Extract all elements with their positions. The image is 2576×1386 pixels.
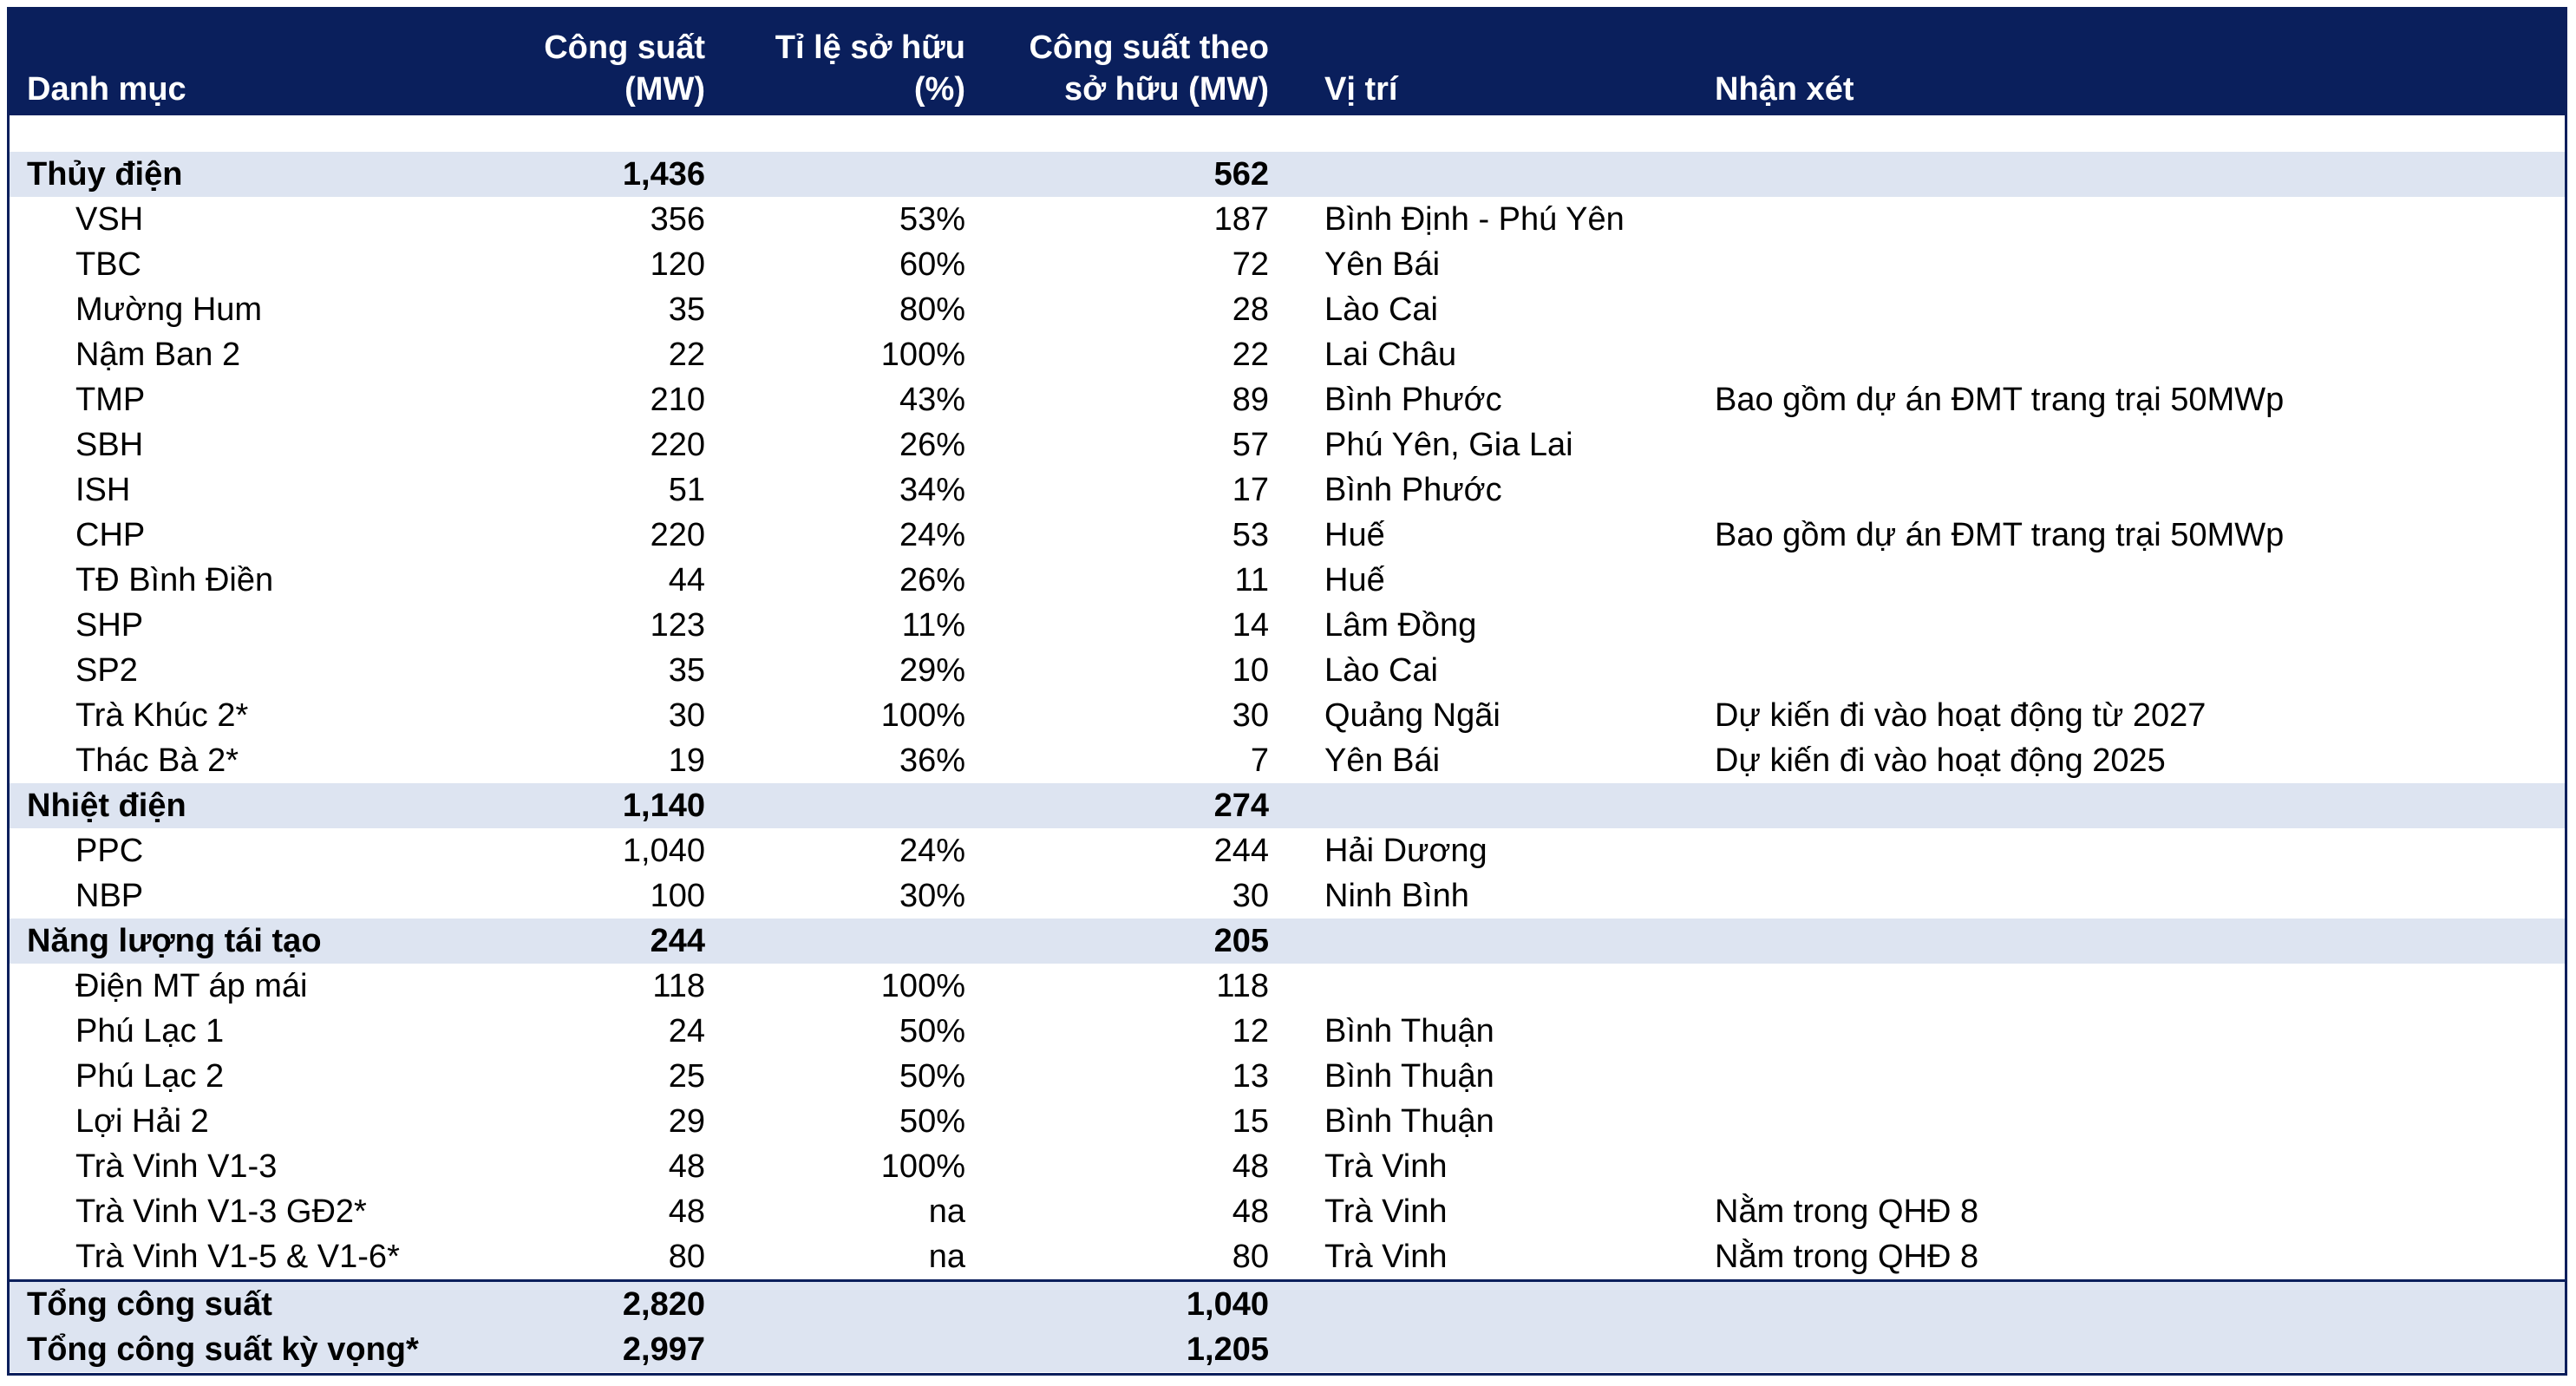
cell-cong-suat-theo-so-huu: 48 (1232, 1148, 1269, 1185)
table-header (10, 10, 2565, 115)
cell-danh-muc: ISH (75, 472, 131, 508)
table-row (10, 1234, 2565, 1281)
table-row (10, 422, 2565, 467)
cell-cong-suat-theo-so-huu: 11 (1234, 562, 1269, 598)
cell-cong-suat-theo-so-huu: 14 (1232, 607, 1269, 644)
category-row (10, 152, 2565, 197)
cell-cong-suat-theo-so-huu: 89 (1232, 382, 1269, 418)
cell-nhan-xet: Dự kiến đi vào hoạt động từ 2027 (1715, 697, 2207, 734)
cell-nhan-xet (1694, 467, 2565, 513)
cell-danh-muc: Thủy điện (10, 152, 495, 197)
cell-vi-tri: Trà Vinh (1324, 1148, 1448, 1185)
cell-cong-suat-theo-so-huu: 72 (1232, 246, 1269, 283)
cell-ti-le-so-huu: 30% (899, 878, 965, 914)
cell-cong-suat-theo-so-huu: 17 (1232, 472, 1269, 508)
cell-nhan-xet (1694, 1327, 2565, 1372)
header-danh-muc: Danh mục (10, 10, 495, 115)
cell-cong-suat: 1,436 (495, 152, 722, 197)
cell-cong-suat-theo-so-huu: 205 (983, 919, 1286, 964)
header-vi-tri: Vị trí (1286, 10, 1694, 115)
cell-ti-le-so-huu: na (928, 1239, 965, 1275)
cell-vi-tri: Lai Châu (1324, 337, 1457, 373)
cell-cong-suat: 120 (650, 246, 705, 283)
cell-nhan-xet (1694, 558, 2565, 603)
cell-vi-tri: Hải Dương (1324, 833, 1487, 869)
cell-nhan-xet (1694, 783, 2565, 828)
cell-vi-tri: Huế (1324, 517, 1385, 553)
cell-vi-tri (1286, 783, 1694, 828)
cell-nhan-xet (1694, 828, 2565, 873)
cell-cong-suat: 19 (668, 742, 705, 779)
cell-ti-le-so-huu: 24% (899, 517, 965, 553)
cell-cong-suat: 123 (650, 607, 705, 644)
cell-cong-suat: 210 (650, 382, 705, 418)
cell-nhan-xet (1694, 873, 2565, 919)
cell-cong-suat-theo-so-huu: 80 (1232, 1239, 1269, 1275)
cell-vi-tri (1286, 1327, 1694, 1372)
cell-ti-le-so-huu: 100% (880, 337, 965, 373)
cell-cong-suat: 244 (495, 919, 722, 964)
table-row (10, 828, 2565, 873)
cell-danh-muc: SHP (75, 607, 144, 644)
cell-ti-le-so-huu: 100% (880, 968, 965, 1004)
cell-cong-suat: 356 (650, 201, 705, 238)
cell-cong-suat-theo-so-huu: 53 (1232, 517, 1269, 553)
cell-ti-le-so-huu (722, 152, 983, 197)
capacity-table-frame (7, 7, 2567, 1376)
cell-nhan-xet (1694, 287, 2565, 332)
cell-vi-tri: Bình Thuận (1324, 1058, 1494, 1095)
cell-vi-tri (1286, 964, 1694, 1009)
cell-ti-le-so-huu: 11% (901, 607, 965, 644)
cell-danh-muc: Nậm Ban 2 (75, 337, 241, 373)
cell-danh-muc: TBC (75, 246, 141, 283)
header-cong-suat: Công suất (MW) (495, 10, 722, 115)
cell-nhan-xet: Dự kiến đi vào hoạt động 2025 (1715, 742, 2166, 779)
cell-nhan-xet (1694, 1099, 2565, 1144)
cell-ti-le-so-huu: 43% (899, 382, 965, 418)
table-row (10, 467, 2565, 513)
cell-danh-muc: Phú Lạc 2 (75, 1058, 225, 1095)
table-row (10, 197, 2565, 242)
cell-cong-suat-theo-so-huu: 15 (1232, 1103, 1269, 1140)
cell-cong-suat: 51 (668, 472, 705, 508)
cell-cong-suat-theo-so-huu: 1,040 (983, 1281, 1286, 1328)
cell-danh-muc: Tổng công suất kỳ vọng* (10, 1327, 495, 1372)
table-row (10, 1009, 2565, 1054)
cell-vi-tri: Bình Thuận (1324, 1103, 1494, 1140)
cell-cong-suat-theo-so-huu: 30 (1232, 878, 1269, 914)
cell-nhan-xet: Nằm trong QHĐ 8 (1715, 1239, 1979, 1275)
cell-cong-suat: 80 (668, 1239, 705, 1275)
cell-vi-tri: Trà Vinh (1324, 1239, 1448, 1275)
cell-vi-tri: Ninh Bình (1324, 878, 1469, 914)
total-row (10, 1281, 2565, 1328)
cell-cong-suat: 118 (652, 968, 705, 1004)
cell-vi-tri: Bình Phước (1324, 382, 1502, 418)
cell-ti-le-so-huu: 26% (899, 562, 965, 598)
cell-nhan-xet: Bao gồm dự án ĐMT trang trại 50MWp (1715, 517, 2285, 553)
cell-nhan-xet (1694, 422, 2565, 467)
table-row (10, 287, 2565, 332)
table-row (10, 1099, 2565, 1144)
cell-vi-tri: Lâm Đồng (1324, 607, 1477, 644)
cell-ti-le-so-huu (722, 1327, 983, 1372)
table-row (10, 648, 2565, 693)
cell-cong-suat-theo-so-huu: 244 (1213, 833, 1269, 869)
cell-ti-le-so-huu: 24% (899, 833, 965, 869)
cell-cong-suat-theo-so-huu: 22 (1232, 337, 1269, 373)
cell-danh-muc: PPC (75, 833, 144, 869)
cell-vi-tri: Bình Phước (1324, 472, 1502, 508)
cell-nhan-xet (1694, 919, 2565, 964)
spacer-row (10, 115, 2565, 152)
cell-cong-suat-theo-so-huu: 274 (983, 783, 1286, 828)
cell-danh-muc: SP2 (75, 652, 138, 689)
cell-nhan-xet (1694, 1054, 2565, 1099)
category-row (10, 783, 2565, 828)
cell-cong-suat: 220 (650, 427, 705, 463)
cell-nhan-xet (1694, 197, 2565, 242)
cell-ti-le-so-huu: 29% (899, 652, 965, 689)
cell-vi-tri: Bình Định - Phú Yên (1324, 201, 1625, 238)
cell-cong-suat-theo-so-huu: 7 (1250, 742, 1269, 779)
cell-vi-tri (1286, 1281, 1694, 1328)
cell-cong-suat-theo-so-huu: 28 (1232, 291, 1269, 328)
cell-danh-muc: CHP (75, 517, 146, 553)
cell-ti-le-so-huu (722, 1281, 983, 1328)
cell-cong-suat: 1,140 (495, 783, 722, 828)
cell-cong-suat: 48 (668, 1193, 705, 1230)
table-row (10, 332, 2565, 377)
cell-ti-le-so-huu: 53% (899, 201, 965, 238)
cell-cong-suat: 2,997 (495, 1327, 722, 1372)
cell-vi-tri: Trà Vinh (1324, 1193, 1448, 1230)
table-row (10, 1054, 2565, 1099)
cell-danh-muc: Nhiệt điện (10, 783, 495, 828)
cell-danh-muc: VSH (75, 201, 144, 238)
table-row (10, 513, 2565, 558)
cell-danh-muc: Tổng công suất (10, 1281, 495, 1328)
total-row (10, 1327, 2565, 1372)
cell-ti-le-so-huu: 50% (899, 1013, 965, 1049)
cell-cong-suat-theo-so-huu: 118 (1216, 968, 1269, 1004)
cell-nhan-xet (1694, 1281, 2565, 1328)
cell-nhan-xet (1694, 332, 2565, 377)
cell-cong-suat-theo-so-huu: 13 (1232, 1058, 1269, 1095)
cell-nhan-xet (1694, 603, 2565, 648)
cell-cong-suat: 30 (668, 697, 705, 734)
table-row (10, 1144, 2565, 1189)
header-ti-le-so-huu: Tỉ lệ sở hữu (%) (722, 10, 983, 115)
cell-ti-le-so-huu: 36% (899, 742, 965, 779)
cell-vi-tri: Huế (1324, 562, 1385, 598)
table-body (10, 115, 2565, 1372)
cell-danh-muc: SBH (75, 427, 144, 463)
cell-nhan-xet (1694, 1009, 2565, 1054)
table-row (10, 873, 2565, 919)
cell-vi-tri (1286, 152, 1694, 197)
table-row (10, 693, 2565, 738)
table-row (10, 1189, 2565, 1234)
cell-ti-le-so-huu: 60% (899, 246, 965, 283)
header-cong-suat-theo-so-huu: Công suất theo sở hữu (MW) (983, 10, 1286, 115)
cell-cong-suat-theo-so-huu: 187 (1213, 201, 1269, 238)
cell-cong-suat: 48 (668, 1148, 705, 1185)
cell-ti-le-so-huu (722, 783, 983, 828)
cell-danh-muc: Thác Bà 2* (75, 742, 239, 779)
cell-ti-le-so-huu: 26% (899, 427, 965, 463)
cell-danh-muc: Trà Vinh V1-3 GĐ2* (75, 1193, 367, 1230)
cell-cong-suat-theo-so-huu: 48 (1232, 1193, 1269, 1230)
cell-ti-le-so-huu: 50% (899, 1103, 965, 1140)
cell-cong-suat-theo-so-huu: 12 (1232, 1013, 1269, 1049)
cell-ti-le-so-huu: na (928, 1193, 965, 1230)
cell-danh-muc: TMP (75, 382, 146, 418)
cell-cong-suat-theo-so-huu: 57 (1232, 427, 1269, 463)
cell-danh-muc: Điện MT áp mái (75, 968, 308, 1004)
table-row (10, 558, 2565, 603)
cell-nhan-xet: Bao gồm dự án ĐMT trang trại 50MWp (1715, 382, 2285, 418)
cell-danh-muc: TĐ Bình Điền (75, 562, 274, 598)
cell-danh-muc: Năng lượng tái tạo (10, 919, 495, 964)
cell-danh-muc: Phú Lạc 1 (75, 1013, 225, 1049)
cell-vi-tri: Lào Cai (1324, 291, 1438, 328)
table-row (10, 242, 2565, 287)
cell-vi-tri: Quảng Ngãi (1324, 697, 1500, 734)
capacity-table (10, 10, 2565, 1372)
cell-cong-suat-theo-so-huu: 562 (983, 152, 1286, 197)
table-row (10, 603, 2565, 648)
cell-danh-muc: Lợi Hải 2 (75, 1103, 209, 1140)
cell-cong-suat: 35 (668, 291, 705, 328)
cell-danh-muc: Trà Khúc 2* (75, 697, 249, 734)
cell-ti-le-so-huu: 34% (899, 472, 965, 508)
cell-cong-suat: 220 (650, 517, 705, 553)
cell-cong-suat: 2,820 (495, 1281, 722, 1328)
cell-nhan-xet (1694, 242, 2565, 287)
cell-cong-suat: 22 (668, 337, 705, 373)
cell-nhan-xet (1694, 648, 2565, 693)
table-row (10, 738, 2565, 783)
cell-danh-muc: Trà Vinh V1-5 & V1-6* (75, 1239, 400, 1275)
cell-ti-le-so-huu: 100% (880, 697, 965, 734)
cell-vi-tri: Lào Cai (1324, 652, 1438, 689)
cell-ti-le-so-huu: 100% (880, 1148, 965, 1185)
cell-vi-tri: Bình Thuận (1324, 1013, 1494, 1049)
table-row (10, 377, 2565, 422)
header-nhan-xet: Nhận xét (1694, 10, 2565, 115)
cell-nhan-xet (1694, 964, 2565, 1009)
cell-cong-suat: 24 (668, 1013, 705, 1049)
cell-danh-muc: NBP (75, 878, 144, 914)
cell-vi-tri: Phú Yên, Gia Lai (1324, 427, 1573, 463)
cell-danh-muc: Trà Vinh V1-3 (75, 1148, 278, 1185)
cell-danh-muc: Mường Hum (75, 291, 263, 328)
cell-vi-tri: Yên Bái (1324, 246, 1441, 283)
cell-cong-suat-theo-so-huu: 10 (1232, 652, 1269, 689)
cell-cong-suat: 25 (668, 1058, 705, 1095)
cell-cong-suat: 1,040 (622, 833, 705, 869)
cell-vi-tri (1286, 919, 1694, 964)
table-row (10, 964, 2565, 1009)
cell-cong-suat: 100 (650, 878, 705, 914)
cell-cong-suat-theo-so-huu: 1,205 (983, 1327, 1286, 1372)
cell-cong-suat: 35 (668, 652, 705, 689)
cell-nhan-xet (1694, 1144, 2565, 1189)
cell-cong-suat: 44 (668, 562, 705, 598)
cell-nhan-xet: Nằm trong QHĐ 8 (1715, 1193, 1979, 1230)
cell-vi-tri: Yên Bái (1324, 742, 1441, 779)
category-row (10, 919, 2565, 964)
cell-cong-suat-theo-so-huu: 30 (1232, 697, 1269, 734)
cell-ti-le-so-huu: 50% (899, 1058, 965, 1095)
cell-ti-le-so-huu: 80% (899, 291, 965, 328)
cell-nhan-xet (1694, 152, 2565, 197)
cell-ti-le-so-huu (722, 919, 983, 964)
cell-cong-suat: 29 (668, 1103, 705, 1140)
